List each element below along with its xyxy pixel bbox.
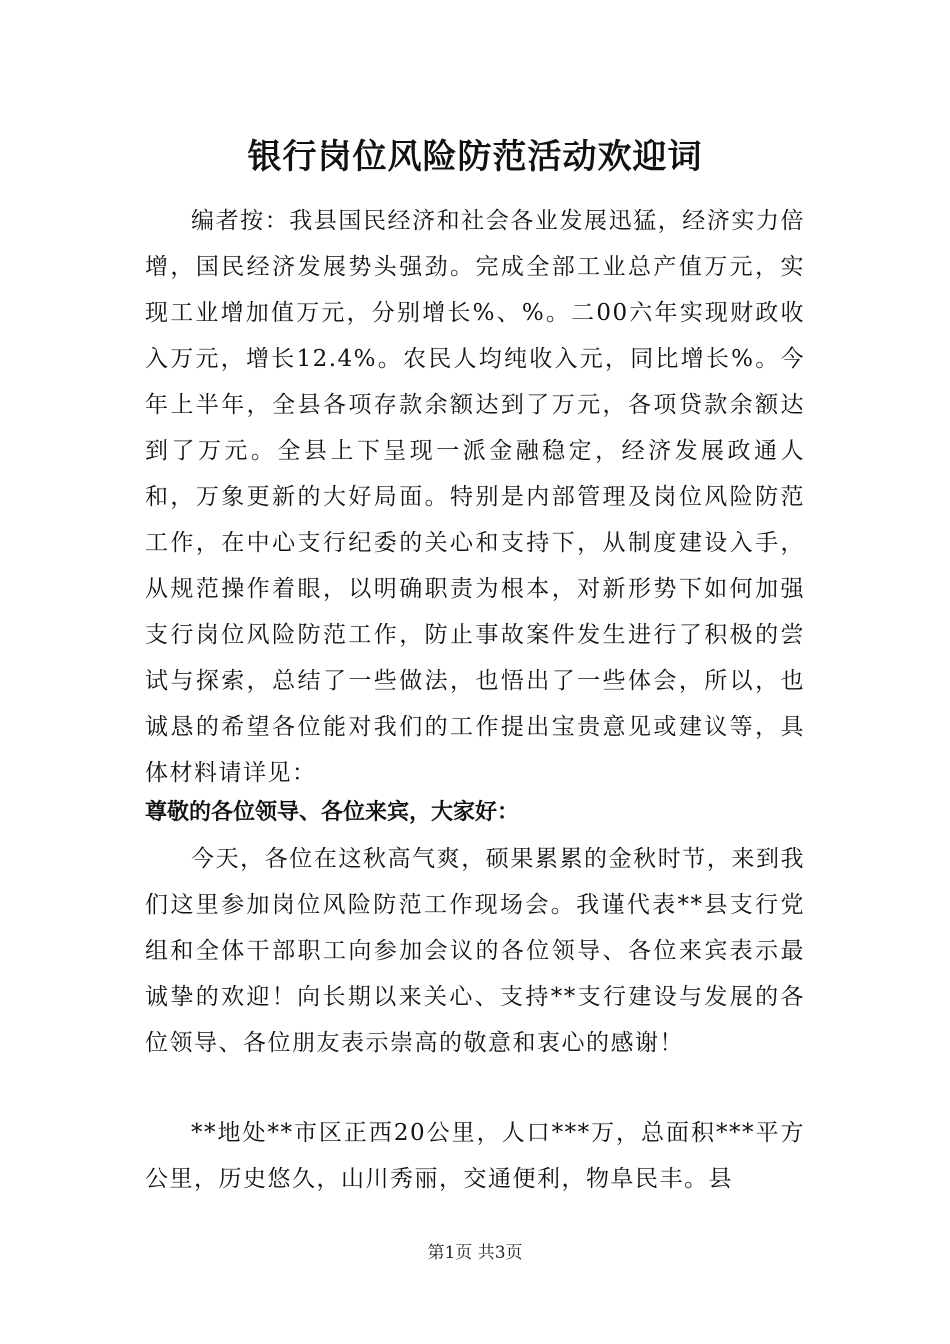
welcome-paragraph-block bbox=[145, 836, 805, 1066]
welcome-paragraph: 今天，各位在这秋高气爽，硕果累累的金秋时节，来到我们这里参加岗位风险防范工作现场会。我谨代表**县支行党组和全体干部职工向参加会议的各位领导、各位来宾表示最诚挚的欢迎！向长期以来关心、支持**支行建设与发展的各位领导、各位朋友表示崇高的敬意和衷心的感谢！ bbox=[145, 846, 805, 1056]
editor-note-paragraph: 编者按：我县国民经济和社会各业发展迅猛，经济实力倍增，国民经济发展势头强劲。完成全部工业总产值万元，实现工业增加值万元，分别增长%、%。二00六年实现财政收入万元，增长12.4%。农民人均纯收入元，同比增长%。今年上半年，全县各项存款余额达到了万元，各项贷款余额达到了万元。全县上下呈现一派金融稳定，经济发展政通人和，万象更新的大好局面。特别是内部管理及岗位风险防范工作，在中心支行纪委的关心和支持下，从制度建设入手，从规范操作着眼，以明确职责为根本，对新形势下如何加强支行岗位风险防范工作，防止事故案件发生进行了积极的尝试与探索，总结了一些做法，也悟出了一些体会，所以，也诚恳的希望各位能对我们的工作提出宝贵意见或建议等，具体材料请详见： bbox=[145, 208, 805, 786]
county-intro-paragraph: **地处**市区正西20公里，人口***万，总面积***平方公里，历史悠久，山川秀丽，交通便利，物阜民丰。县 bbox=[145, 1120, 805, 1192]
page-number-footer: 第1页 共3页 bbox=[427, 1243, 523, 1263]
document-title: 银行岗位风险防范活动欢迎词 bbox=[247, 137, 703, 177]
salutation-block bbox=[145, 790, 805, 836]
salutation-line: 尊敬的各位领导、各位来宾，大家好： bbox=[145, 800, 520, 825]
county-intro-paragraph-block bbox=[145, 1110, 805, 1202]
editor-note-block bbox=[145, 198, 805, 796]
